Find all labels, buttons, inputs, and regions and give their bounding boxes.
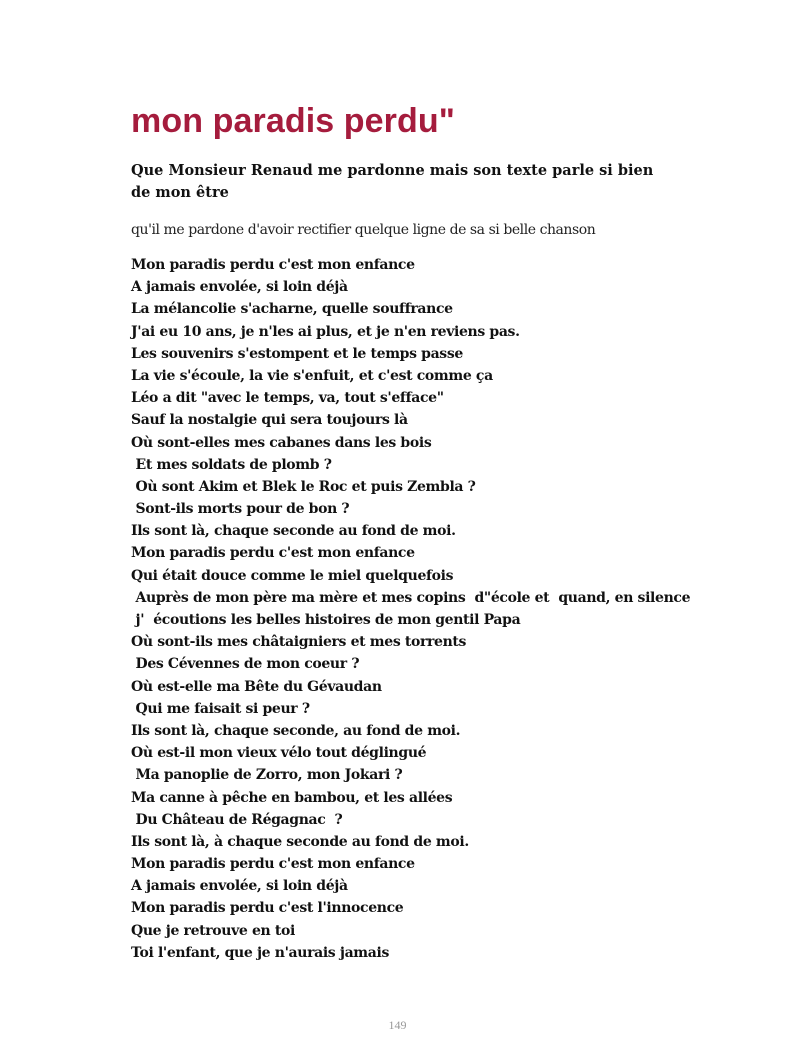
poem-line: Mon paradis perdu c'est mon enfance xyxy=(131,545,415,562)
poem-line: La vie s'écoule, la vie s'enfuit, et c'est comme ça xyxy=(131,367,493,384)
poem-line: Des Cévennes de mon coeur ? xyxy=(131,656,360,673)
poem-line: Où est-il mon vieux vélo tout déglingué xyxy=(131,745,427,762)
page-title: mon paradis perdu" xyxy=(131,102,455,140)
poem-line: Sont-ils morts pour de bon ? xyxy=(131,501,350,518)
poem-line: Les souvenirs s'estompent et le temps passe xyxy=(131,345,463,362)
poem-line: Où sont-ils mes châtaigniers et mes torrents xyxy=(131,634,467,651)
poem-line: Qui me faisait si peur ? xyxy=(131,700,310,717)
poem-text xyxy=(131,254,711,964)
poem-line: Où est-elle ma Bête du Gévaudan xyxy=(131,678,382,695)
poem-line: Ma panoplie de Zorro, mon Jokari ? xyxy=(131,767,403,784)
poem-line: Mon paradis perdu c'est l'innocence xyxy=(131,900,404,917)
poem-line: Auprès de mon père ma mère et mes copins d"école et quand, en silence xyxy=(131,589,691,606)
intro-paragraph: Que Monsieur Renaud me pardonne mais son texte parle si bien de mon être xyxy=(131,162,654,201)
poem-line: Ils sont là, chaque seconde au fond de moi. xyxy=(131,523,456,540)
poem-line: j' écoutions les belles histoires de mon gentil Papa xyxy=(131,612,521,628)
poem-line: A jamais envolée, si loin déjà xyxy=(131,878,348,895)
poem-line: Qui était douce comme le miel quelquefois xyxy=(131,567,454,584)
poem-line: Que je retrouve en toi xyxy=(131,922,295,939)
poem-line: J'ai eu 10 ans, je n'les ai plus, et je n'en reviens pas. xyxy=(131,323,520,340)
poem-line: Mon paradis perdu c'est mon enfance xyxy=(131,856,415,873)
poem-line: A jamais envolée, si loin déjà xyxy=(131,279,348,296)
poem-line: Ils sont là, à chaque seconde au fond de moi. xyxy=(131,833,469,850)
poem-line: Sauf la nostalgie qui sera toujours là xyxy=(131,412,408,429)
poem-line: Léo a dit "avec le temps, va, tout s'efface" xyxy=(131,390,444,407)
poem-line: Mon paradis perdu c'est mon enfance xyxy=(131,257,415,273)
poem-line: Et mes soldats de plomb ? xyxy=(131,456,332,473)
poem-line: Ils sont là, chaque seconde, au fond de moi. xyxy=(131,722,461,739)
page-number: 149 xyxy=(388,1018,407,1032)
poem-line: Toi l'enfant, que je n'aurais jamais xyxy=(131,944,389,961)
poem-line: Du Château de Régagnac ? xyxy=(131,811,343,828)
poem-line: Où sont-elles mes cabanes dans les bois xyxy=(131,434,432,451)
note-paragraph: qu'il me pardone d'avoir rectifier quelque ligne de sa si belle chanson xyxy=(131,222,596,238)
poem-line: La mélancolie s'acharne, quelle souffrance xyxy=(131,301,453,318)
poem-line: Où sont Akim et Blek le Roc et puis Zembla ? xyxy=(131,478,476,495)
poem-line: Ma canne à pêche en bambou, et les allées xyxy=(131,789,453,806)
